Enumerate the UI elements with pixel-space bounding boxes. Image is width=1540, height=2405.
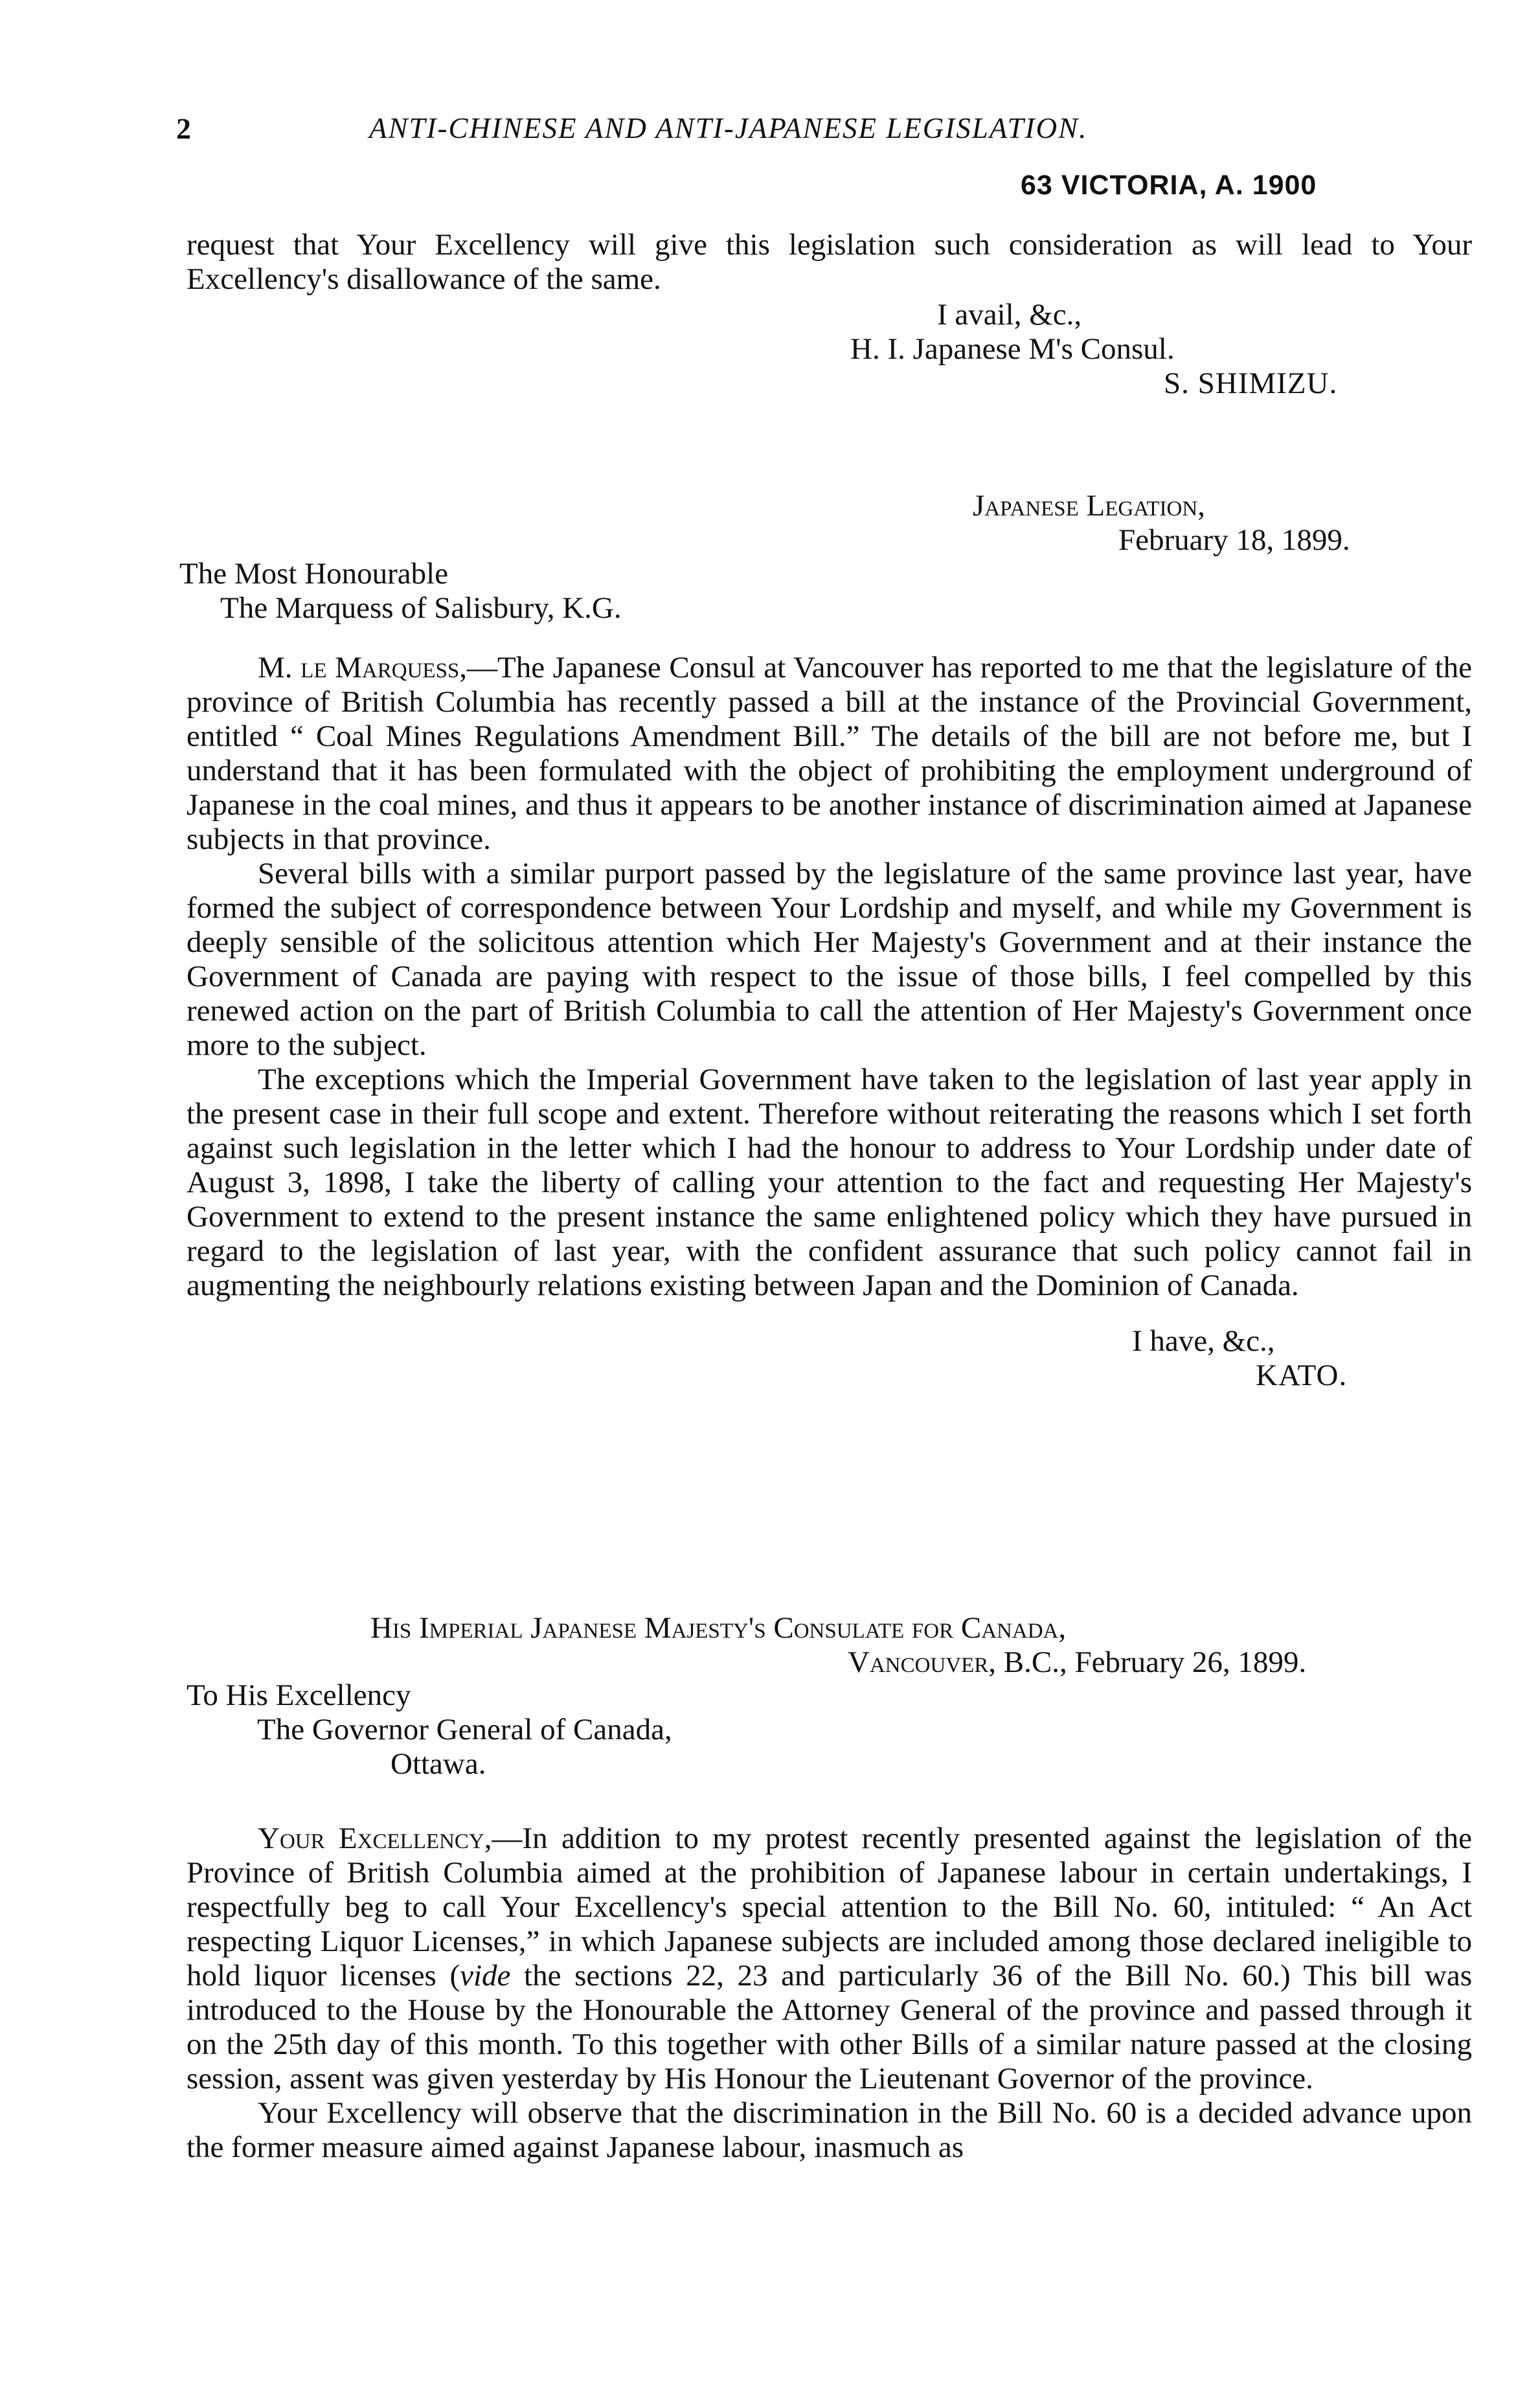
session-label: 63 VICTORIA, A. 1900 [1021, 170, 1317, 201]
page-number: 2 [176, 112, 191, 145]
letter3-heading: His Imperial Japanese Majesty's Consulate for Canada, [370, 1611, 1067, 1645]
letter2-para1-text: —The Japanese Consul at Vancouver has reported to me that the legislature of the province of British Columbia has recently passed a bill at the instance of the Provincial Government, entitled “ Coal Mines Regulations Amendment Bill.” The details of the bill are not before me, but I understand that it has been formulated with the object of prohibiting the employment underground of Japanese in the coal mines, and thus it appears to be another instance of discrimination aimed at Japanese subjects in that province. [187, 651, 1472, 856]
letter3-addressee-line1: To His Excellency [187, 1678, 411, 1712]
letter2-signature: KATO. [1256, 1359, 1348, 1392]
letter3-place: Vancouver [848, 1645, 989, 1679]
letter3-addressee-line2: The Governor General of Canada, [257, 1713, 672, 1746]
letter2-body [187, 651, 1472, 1303]
letter2-addressee-line1: The Most Honourable [179, 557, 449, 591]
letter2-para2: Several bills with a similar purport passed by the legislature of the same province last year, have formed the subject of correspondence between Your Lordship and myself, and while my Government is deeply sensible of the solicitous attention which Her Majesty's Government and at their instance the Government of Canada are paying with respect to the issue of those bills, I feel compelled by this renewed action on the part of British Columbia to call the attention of Her Majesty's Government once more to the subject. [187, 857, 1472, 1062]
letter1-ending [187, 228, 1472, 297]
running-title: ANTI-CHINESE AND ANTI-JAPANESE LEGISLATION. [369, 112, 1088, 144]
letter3-para1-text-a: —In addition to my protest recently presented against the legislation of the Province of British Columbia aimed at the prohibition of Japanese labour in certain undertakings, I respectfully beg to call Your Excellency's special attention to the Bill No. 60, intituled: “ An Act respecting Liquor Licenses,” in which Japanese subjects are included among those declared ineligible to hold liquor licenses ( [187, 1822, 1472, 1993]
letter2-salutation: M. le Marquess, [258, 651, 468, 684]
letter3-body [187, 1822, 1472, 2165]
letter3-addressee-line3: Ottawa. [391, 1747, 486, 1781]
letter1-closing: I avail, &c., [937, 298, 1082, 332]
letter3-place-date [848, 1645, 1306, 1680]
letter3-para2: Your Excellency will observe that the discrimination in the Bill No. 60 is a decided advance upon the former measure aimed against Japanese labour, inasmuch as [187, 2096, 1472, 2164]
letter2-para1 [187, 651, 1472, 857]
letter1-title: H. I. Japanese M's Consul. [850, 332, 1175, 366]
letter3-para1 [187, 1822, 1472, 2096]
letter1-text: request that Your Excellency will give this legislation such consideration as will lead to Your Excellency's disallowance of the same. [187, 228, 1472, 296]
letter2-para3: The exceptions which the Imperial Government have taken to the legislation of last year apply in the present case in their full scope and extent. Therefore without reiterating the reasons which I set forth against such legislation in the letter which I had the honour to address to Your Lordship under date of August 3, 1898, I take the liberty of calling your attention to the fact and requesting Her Majesty's Government to extend to the present instance the same enlightened policy which they have pursued in regard to the legislation of last year, with the confident assurance that such policy cannot fail in augmenting the neighbourly relations existing between Japan and the Dominion of Canada. [187, 1063, 1472, 1302]
letter3-salutation: Your Excellency, [258, 1822, 492, 1855]
letter2-date: February 18, 1899. [1118, 523, 1350, 557]
letter2-addressee-line2: The Marquess of Salisbury, K.G. [220, 591, 622, 625]
letter3-date: , B.C., February 26, 1899. [988, 1645, 1307, 1679]
letter3-para1-text-b: the sections 22, 23 and particularly 36 of the Bill No. 60.) This bill was introduced to the House by the Honourable the Attorney General of the province and passed through it on the 25th day of this month. To this together with other Bills of a similar nature passed at the closing session, assent was given yesterday by His Honour the Lieutenant Governor of the province. [187, 1959, 1473, 2095]
letter2-closing: I have, &c., [1132, 1324, 1275, 1358]
letter3-para1-vide: vide [460, 1959, 511, 1993]
letter1-signature: S. SHIMIZU. [1164, 367, 1338, 400]
letter2-place: Japanese Legation, [973, 489, 1205, 523]
